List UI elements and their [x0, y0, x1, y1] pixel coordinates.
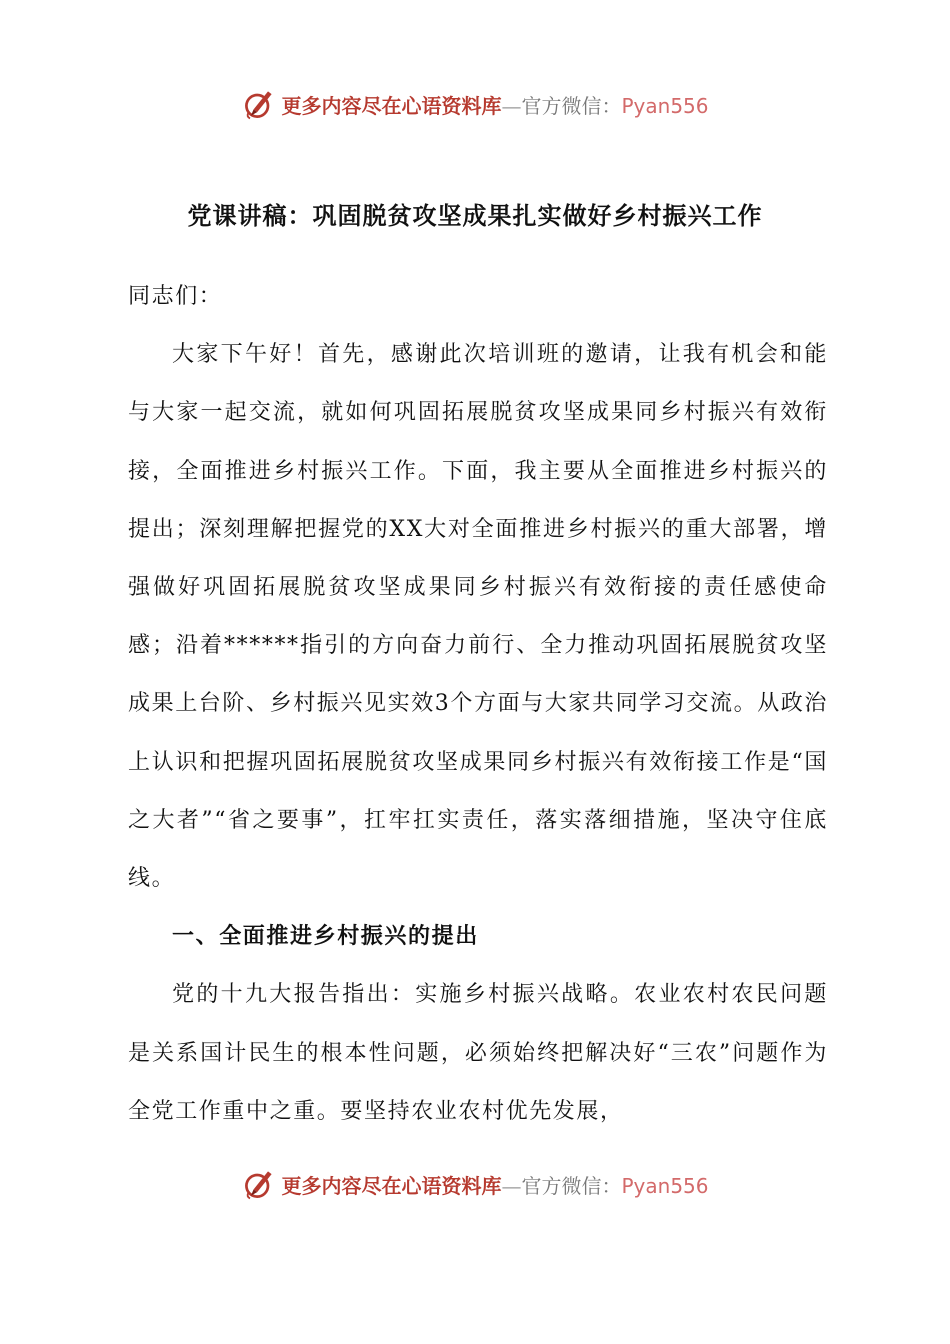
document-title: 党课讲稿：巩固脱贫攻坚成果扎实做好乡村振兴工作	[187, 202, 763, 230]
header-watermark	[0, 84, 950, 124]
watermark-text	[281, 1170, 708, 1199]
document-body	[128, 268, 828, 1141]
watermark-main-text: 更多内容尽在心语资料库	[281, 1173, 502, 1198]
quill-pen-icon	[241, 1166, 277, 1202]
watermark-wechat-id: Pyan556	[621, 93, 709, 118]
section-heading-1: 一、全面推进乡村振兴的提出	[172, 924, 479, 950]
salutation: 同志们：	[128, 284, 223, 309]
footer-watermark	[0, 1164, 950, 1204]
watermark-wechat-label: 官方微信：	[521, 1173, 622, 1198]
section-1-paragraph: 党的十九大报告指出：实施乡村振兴战略。农业农村农民问题是关系国计民生的根本性问题，必须始终把解决好“三农”问题作为全党工作重中之重。要坚持农业农村优先发展，	[128, 982, 828, 1124]
watermark-main-text: 更多内容尽在心语资料库	[281, 93, 502, 118]
quill-pen-icon	[241, 86, 277, 122]
watermark-text	[281, 90, 708, 119]
intro-paragraph: 大家下午好！首先，感谢此次培训班的邀请，让我有机会和能与大家一起交流，就如何巩固拓展脱贫攻坚成果同乡村振兴有效衔接，全面推进乡村振兴工作。下面，我主要从全面推进乡村振兴的提出；深刻理解把握党的XX大对全面推进乡村振兴的重大部署，增强做好巩固拓展脱贫攻坚成果同乡村振兴有效衔接的责任感使命感；沿着******指引的方向奋力前行、全力推动巩固拓展脱贫攻坚成果上台阶、乡村振兴见实效3个方面与大家共同学习交流。从政治上认识和把握巩固拓展脱贫攻坚成果同乡村振兴有效衔接工作是“国之大者”“省之要事”，扛牢扛实责任，落实落细措施，坚决守住底线。	[128, 342, 828, 892]
watermark-separator: —	[501, 1173, 522, 1198]
watermark-separator: —	[501, 93, 522, 118]
watermark-wechat-label: 官方微信：	[521, 93, 622, 118]
watermark-wechat-id: Pyan556	[621, 1173, 709, 1198]
